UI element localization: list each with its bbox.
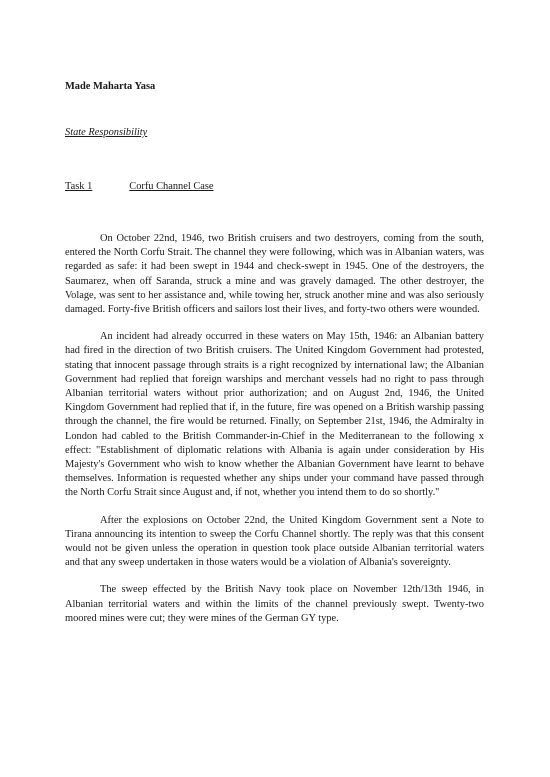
paragraph-1: On October 22nd, 1946, two British cruisers and two destroyers, coming from the south, entered the North Corfu Strait. The channel they were following, which was in Albanian waters, was regarded as safe: it had been swept in 1944 and check-swept in 1945. One of the destroyers, the Saumarez, when off Saranda, struck a mine and was gravely damaged. The other destroyer, the Volage, was sent to her assistance and, while towing her, struck another mine and was also seriously damaged. Forty-five British officers and sailors lost their lives, and forty-two others were wounded. — [65, 233, 484, 316]
author-name: Made Maharta Yasa — [65, 81, 156, 92]
task-label: Task 1 — [65, 181, 93, 192]
paragraph-4: The sweep effected by the British Navy took place on November 12th/13th 1946, in Albanian territorial waters and within the limits of the channel previously swept. Twenty-two moored mines were cut; they were mines of the German GY type. — [65, 584, 484, 624]
task-heading — [65, 181, 214, 192]
body-text — [65, 232, 484, 639]
paragraph-2: An incident had already occurred in these waters on May 15th, 1946: an Albanian battery had fired in the direction of two British cruisers. The United Kingdom Government had protested, stating that innocent passage through straits is a right recognized by international law; the Albanian Government had replied that foreign warships and merchant vessels had no right to pass through Albanian territorial waters without prior authorization; and on August 2nd, 1946, the United Kingdom Government had replied that if, in the future, fire was opened on a British warship passing through the channel, the fire would be returned. Finally, on September 21st, 1946, the Admiralty in London had cabled to the British Commander-in-Chief in the Mediterranean to the following x effect: "Establishment of diplomatic relations with Albania is again under consideration by His Majesty's Government who wish to know whether the Albanian Government have learnt to behave themselves. Information is requested whether any ships under your command have passed through the North Corfu Strait since August and, if not, whether you intend them to do so shortly." — [65, 331, 484, 499]
task-title: Corfu Channel Case — [129, 181, 214, 192]
course-title: State Responsibility — [65, 127, 148, 138]
paragraph-3: After the explosions on October 22nd, the United Kingdom Government sent a Note to Tirana announcing its intention to sweep the Corfu Channel shortly. The reply was that this consent would not be given unless the operation in question took place outside Albanian territorial waters and that any sweep undertaken in those waters would be a violation of Albania's sovereignty. — [65, 514, 484, 569]
